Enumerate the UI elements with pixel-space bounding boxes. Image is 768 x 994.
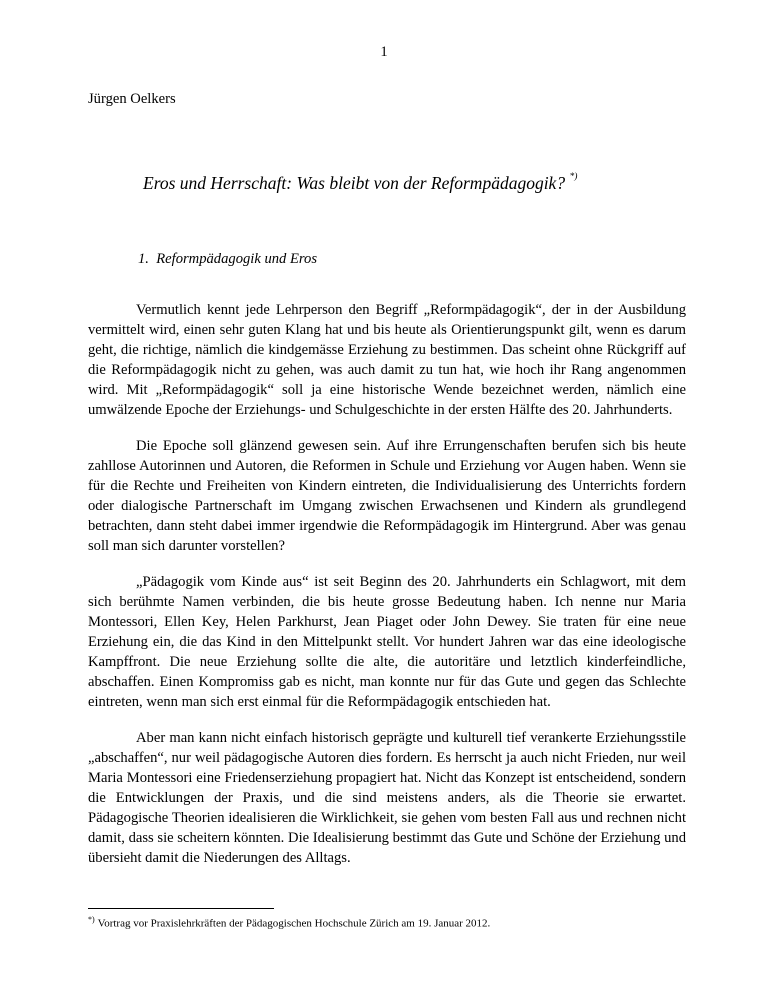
title-footnote-marker: *): [569, 172, 578, 183]
paragraph: Vermutlich kennt jede Lehrperson den Begriff „Reformpädagogik“, der in der Ausbildung vermittelt wird, einen sehr guten Klang hat und bis heute als Orientierungspunkt gilt, wenn es darum geht, die richtige, nämlich die kindgemässe Erziehung zu bestimmen. Das scheint ohne Rückgriff auf die Reformpädagogik nicht zu gehen, was auch damit zu tun hat, wie hoch ihr Rang angenommen wird. Mit „Reformpädagogik“ soll ja eine historische Wende bezeichnet werden, nämlich eine umwälzende Epoche der Erziehungs- und Schulgeschichte in der ersten Hälfte des 20. Jahrhunderts.: [88, 302, 686, 418]
footnote-marker: *): [88, 915, 95, 924]
footnote-divider: [88, 908, 274, 909]
title-text: Eros und Herrschaft: Was bleibt von der Reformpädagogik?: [143, 173, 566, 193]
footnote: [88, 915, 490, 930]
footnote-text: Vortrag vor Praxislehrkräften der Pädagogischen Hochschule Zürich am 19. Januar 2012.: [97, 917, 491, 930]
paragraph: Die Epoche soll glänzend gewesen sein. Auf ihre Errungenschaften berufen sich bis heute zahllose Autorinnen und Autoren, die Reformen in Schule und Erziehung vor Augen haben. Wenn sie für die Rechte und Freiheiten von Kindern eintreten, die Individualisierung des Unterrichts fordern oder dialogische Partnerschaft im Umgang zwischen Erwachsenen und Kindern als grundlegend betrachten, dann steht dabei immer irgendwie die Reformpädagogik im Hintergrund. Aber was genau soll man sich darunter vorstellen?: [88, 438, 686, 554]
body-text: [88, 300, 686, 884]
author-name: Jürgen Oelkers: [88, 91, 176, 107]
page-number: 1: [380, 44, 388, 60]
section-heading: 1. Reformpädagogik und Eros: [138, 251, 318, 267]
paragraph: Aber man kann nicht einfach historisch geprägte und kulturell tief verankerte Erziehungsstile „abschaffen“, nur weil pädagogische Autoren dies fordern. Es herrscht ja auch nicht Frieden, nur weil Maria Montessori eine Friedenserziehung propagiert hat. Nicht das Konzept ist entscheidend, sondern die Entwicklungen der Praxis, und die sind meistens anders, als die Theorie sie erwartet. Pädagogische Theorien idealisieren die Wirklichkeit, sie gehen vom besten Fall aus und rechnen nicht damit, dass sie scheitern könnten. Die Idealisierung bestimmt das Gute und Schöne der Erziehung und übersieht damit die Niederungen des Alltags.: [88, 730, 686, 866]
paragraph: „Pädagogik vom Kinde aus“ ist seit Beginn des 20. Jahrhunderts ein Schlagwort, mit dem sich berühmte Namen verbinden, die bis heute grosse Bedeutung haben. Ich nenne nur Maria Montessori, Ellen Key, Helen Parkhurst, Jean Piaget oder John Dewey. Sie traten für eine neue Erziehung ein, die das Kind in den Mittelpunkt stellt. Vor hundert Jahren war das eine ideologische Kampffront. Die neue Erziehung sollte die alte, die autoritäre und letztlich kinderfeindliche, abschaffen. Einen Kompromiss gab es nicht, man konnte nur für das Gute und gegen das Schlechte eintreten, wenn man sich erst einmal für die Reformpädagogik entschieden hat.: [88, 574, 686, 710]
page-title: [143, 173, 577, 194]
